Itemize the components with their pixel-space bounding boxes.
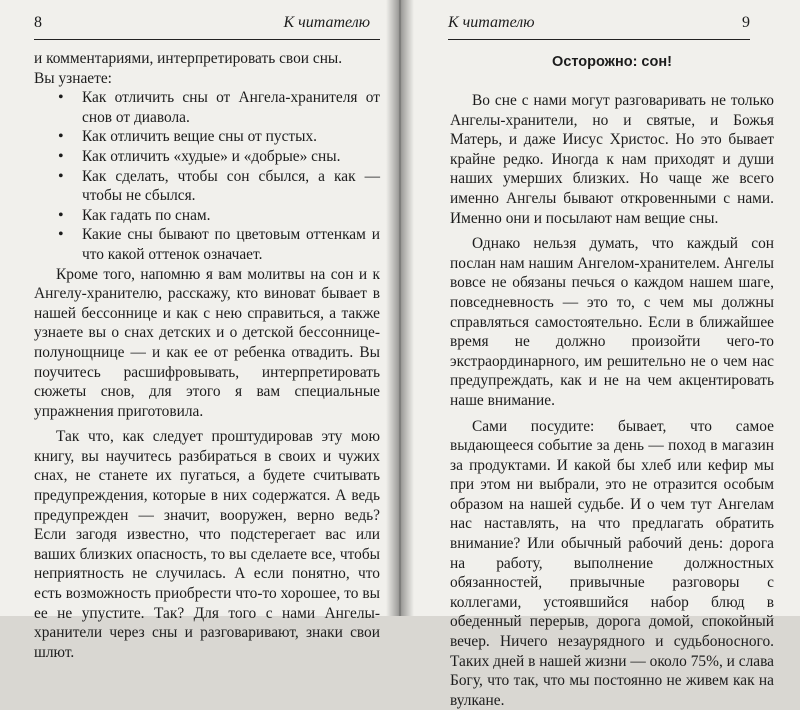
left-page — [0, 0, 396, 616]
right-header-rule — [448, 39, 750, 40]
intro-line: и комментариями, интерпретировать свои сны. — [34, 49, 380, 69]
bullet-item: • Как сделать, чтобы сон сбылся, а как — чтобы не сбылся. — [58, 167, 380, 206]
bullet-item: • Какие сны бывают по цветовым оттенкам и что какой оттенок означает. — [58, 225, 380, 264]
left-running-head: К читателю — [283, 14, 370, 32]
bullet-item: • Как гадать по снам. — [58, 206, 380, 226]
left-header-rule — [34, 39, 380, 40]
body-paragraph: Кроме того, напомню я вам молитвы на сон и к Ангелу-хранителю, расскажу, кто виноват бывает в нашей бессоннице и как с нею справиться, а также узнаете вы о снах детских и о детской бессоннице-полунощнице — и как ее от ребенка отвадить. Вы поучитесь расшифровывать, интерпретировать сюжеты снов, для этого я вам специальные упражнения приготовила. — [34, 265, 380, 422]
body-paragraph: Однако нельзя думать, что каждый сон послан нам нашим Ангелом-хранителем. Ангелы вовсе не обязаны печься о каждом нашем шаге, повседневность — это то, с чем мы должны справляться самостоятельно. Если в ближайшее время не должно произойти чего-то экстраординарного, им решительно не о чем нас предупреждать, как и не на чем акцентировать наше внимание. — [450, 234, 774, 410]
bullet-item: • Как отличить «худые» и «добрые» сны. — [58, 147, 380, 167]
right-page-number: 9 — [742, 14, 750, 32]
left-page-number: 8 — [34, 14, 42, 32]
right-running-head: К читателю — [448, 14, 535, 32]
bullet-item: • Как отличить сны от Ангела-хранителя от снов от диавола. — [58, 88, 380, 127]
body-paragraph: Во сне с нами могут разговаривать не только Ангелы-хранители, но и святые, и Божья Матерь, и даже Иисус Христос. Но это бывает крайне редко. Иногда к нам приходят и души наших умерших близких. Но чаще же всего именно Ангелы бывают откровенными с нами. Именно они и посылают нам вещие сны. — [450, 91, 774, 228]
body-paragraph: Так что, как следует проштудировав эту мою книгу, вы научитесь разбираться в своих и чужих снах, не станете их пугаться, а будете считывать предупреждения, которые в них содержатся. А ведь предупрежден — значит, вооружен, верно ведь? Если загодя известно, что подстерегает вас или ваших близких опасность, то вы сделаете все, чтобы неприятность не случилась. А если понятно, что есть возможность приобрести что-то хорошее, то вы ее не упустите. Так? Для того с нами Ангелы-хранители через сны и разговаривают, знаки свои шлют. — [34, 427, 380, 662]
right-page — [396, 0, 800, 616]
intro-line: Вы узнаете: — [34, 69, 380, 89]
section-title: Осторожно: сон! — [450, 54, 774, 70]
right-page-text — [422, 91, 774, 710]
right-page-header — [422, 14, 774, 36]
left-page-text — [34, 49, 380, 662]
body-paragraph: Сами посудите: бывает, что самое выдающееся событие за день — поход в магазин за продуктами. И какой бы хлеб или кефир мы при этом ни выбрали, это не отразится особым образом на нашей судьбе. И о чем тут Ангелам нас наставлять, на что предлагать обратить внимание? Или обычный рабочий день: дорога на работу, выполнение должностных обязанностей, привычные разговоры с коллегами, устоявшийся набор блюд в обеденный перерыв, дорога домой, спокойный вечер. Ничего незаурядного и судьбоносного. Таких дней в нашей жизни — около 75%, и слава Богу, что так, что мы постоянно не живем как на вулкане. — [450, 417, 774, 710]
left-page-header — [34, 14, 380, 36]
bullet-item: • Как отличить вещие сны от пустых. — [58, 127, 380, 147]
bullet-list — [34, 88, 380, 264]
